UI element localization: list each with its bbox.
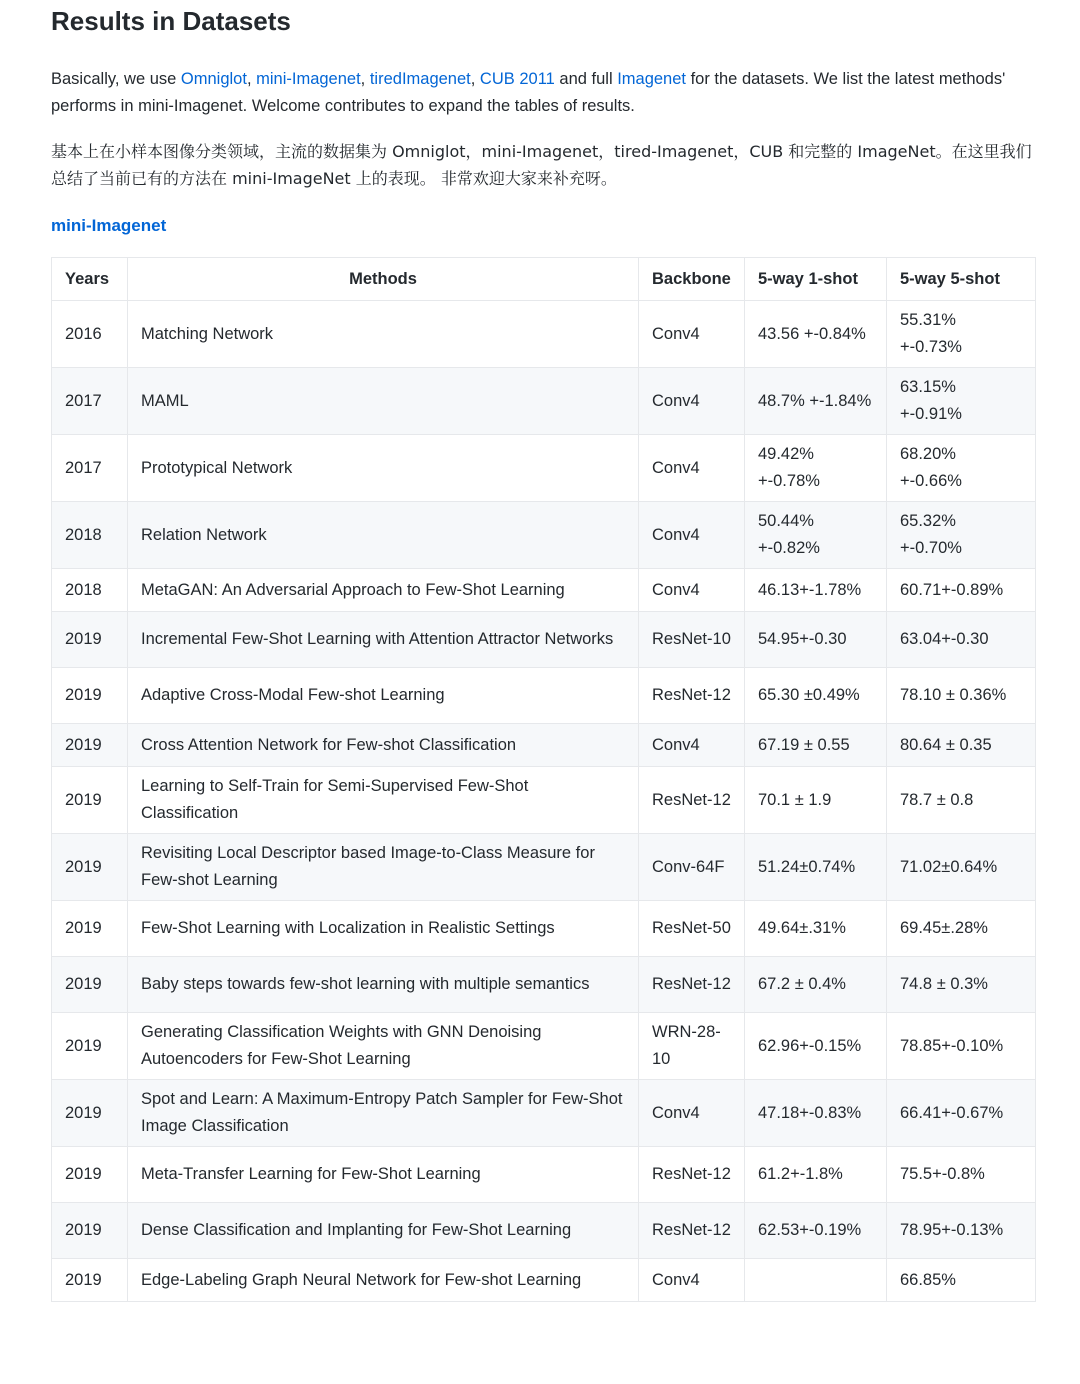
cell-year: 2019: [52, 1203, 128, 1259]
cell-year: 2017: [52, 435, 128, 502]
cell-5way-1shot: 43.56 +-0.84%: [745, 301, 887, 368]
cell-method: MAML: [128, 368, 639, 435]
cell-5way-5shot: 78.10 ± 0.36%: [887, 668, 1036, 724]
table-body: [52, 301, 1036, 1302]
cell-backbone: Conv4: [639, 301, 745, 368]
cell-method: Edge-Labeling Graph Neural Network for Few-shot Learning: [128, 1259, 639, 1302]
table-row: [52, 569, 1036, 612]
cell-5way-1shot: 67.19 ± 0.55: [745, 724, 887, 767]
results-table: [51, 257, 1036, 1302]
table-row: [52, 957, 1036, 1013]
cell-year: 2019: [52, 1013, 128, 1080]
intro-text: ,: [470, 70, 480, 88]
cell-method: Spot and Learn: A Maximum-Entropy Patch Sampler for Few-Shot Image Classification: [128, 1080, 639, 1147]
cell-backbone: ResNet-10: [639, 612, 745, 668]
cell-year: 2019: [52, 957, 128, 1013]
table-row: [52, 1013, 1036, 1080]
table-row: [52, 724, 1036, 767]
cell-5way-1shot: 62.96+-0.15%: [745, 1013, 887, 1080]
cell-5way-5shot: 75.5+-0.8%: [887, 1147, 1036, 1203]
cell-5way-1shot: 47.18+-0.83%: [745, 1080, 887, 1147]
cell-backbone: ResNet-12: [639, 668, 745, 724]
cell-5way-1shot: 61.2+-1.8%: [745, 1147, 887, 1203]
cell-backbone: ResNet-12: [639, 767, 745, 834]
cell-method: Prototypical Network: [128, 435, 639, 502]
table-row: [52, 1147, 1036, 1203]
subsection-title-mini-imagenet[interactable]: mini-Imagenet: [51, 216, 167, 235]
cell-backbone: WRN-28-10: [639, 1013, 745, 1080]
cell-5way-1shot: 48.7% +-1.84%: [745, 368, 887, 435]
link-cub-2011[interactable]: CUB 2011: [479, 70, 555, 88]
cell-5way-5shot: 60.71+-0.89%: [887, 569, 1036, 612]
header-5way-5shot: 5-way 5-shot: [887, 258, 1036, 301]
header-5way-1shot: 5-way 1-shot: [745, 258, 887, 301]
cell-5way-5shot: 74.8 ± 0.3%: [887, 957, 1036, 1013]
cell-year: 2016: [52, 301, 128, 368]
cell-method: Cross Attention Network for Few-shot Classification: [128, 724, 639, 767]
cell-5way-1shot: 54.95+-0.30: [745, 612, 887, 668]
cell-backbone: Conv4: [639, 569, 745, 612]
section-title: Results in Datasets: [51, 6, 291, 36]
cell-5way-5shot: 78.85+-0.10%: [887, 1013, 1036, 1080]
cell-5way-5shot: 66.41+-0.67%: [887, 1080, 1036, 1147]
cell-year: 2019: [52, 834, 128, 901]
header-backbone: Backbone: [639, 258, 745, 301]
table-row: [52, 1259, 1036, 1302]
cell-method: Few-Shot Learning with Localization in Realistic Settings: [128, 901, 639, 957]
cell-method: Incremental Few-Shot Learning with Attention Attractor Networks: [128, 612, 639, 668]
cell-year: 2018: [52, 502, 128, 569]
cell-year: 2018: [52, 569, 128, 612]
cell-5way-5shot: 68.20% +-0.66%: [887, 435, 1036, 502]
cell-method: MetaGAN: An Adversarial Approach to Few-Shot Learning: [128, 569, 639, 612]
cell-5way-1shot: 67.2 ± 0.4%: [745, 957, 887, 1013]
table-header-row: [52, 258, 1036, 301]
cell-backbone: ResNet-12: [639, 1147, 745, 1203]
header-methods: Methods: [128, 258, 639, 301]
link-tiredimagenet[interactable]: tiredImagenet: [369, 70, 471, 88]
cell-5way-1shot: 50.44% +-0.82%: [745, 502, 887, 569]
cell-method: Matching Network: [128, 301, 639, 368]
cell-year: 2019: [52, 724, 128, 767]
cell-year: 2019: [52, 1080, 128, 1147]
cell-method: Baby steps towards few-shot learning with multiple semantics: [128, 957, 639, 1013]
intro-text: ,: [246, 70, 257, 88]
cell-year: 2017: [52, 368, 128, 435]
cell-method: Revisiting Local Descriptor based Image-to-Class Measure for Few-shot Learning: [128, 834, 639, 901]
table-row: [52, 834, 1036, 901]
intro-text: for the datasets. We list the latest methods' performs in mini-Imagenet. Welcome contributes to expand the tables of results.: [51, 70, 1006, 115]
cell-5way-5shot: 80.64 ± 0.35: [887, 724, 1036, 767]
table-row: [52, 435, 1036, 502]
cell-year: 2019: [52, 612, 128, 668]
table-row: [52, 767, 1036, 834]
cell-5way-5shot: 63.15% +-0.91%: [887, 368, 1036, 435]
intro-text: and full: [554, 70, 618, 88]
cell-5way-1shot: 49.42% +-0.78%: [745, 435, 887, 502]
cell-5way-1shot: 51.24±0.74%: [745, 834, 887, 901]
intro-english: [51, 66, 1036, 120]
intro-text: Basically, we use: [51, 70, 181, 88]
cell-5way-1shot: 65.30 ±0.49%: [745, 668, 887, 724]
cell-method: Dense Classification and Implanting for Few-Shot Learning: [128, 1203, 639, 1259]
cell-5way-5shot: 65.32% +-0.70%: [887, 502, 1036, 569]
cell-5way-5shot: 63.04+-0.30: [887, 612, 1036, 668]
cell-5way-1shot: 62.53+-0.19%: [745, 1203, 887, 1259]
cell-method: Meta-Transfer Learning for Few-Shot Learning: [128, 1147, 639, 1203]
table-row: [52, 368, 1036, 435]
cell-5way-5shot: 55.31% +-0.73%: [887, 301, 1036, 368]
table-row: [52, 1080, 1036, 1147]
link-omniglot[interactable]: Omniglot: [180, 70, 247, 88]
cell-backbone: Conv-64F: [639, 834, 745, 901]
cell-backbone: Conv4: [639, 368, 745, 435]
cell-method: Adaptive Cross-Modal Few-shot Learning: [128, 668, 639, 724]
cell-year: 2019: [52, 668, 128, 724]
header-years: Years: [52, 258, 128, 301]
cell-year: 2019: [52, 901, 128, 957]
cell-backbone: Conv4: [639, 435, 745, 502]
cell-5way-5shot: 78.95+-0.13%: [887, 1203, 1036, 1259]
table-row: [52, 1203, 1036, 1259]
table-row: [52, 502, 1036, 569]
cell-backbone: Conv4: [639, 502, 745, 569]
cell-method: Learning to Self-Train for Semi-Supervised Few-Shot Classification: [128, 767, 639, 834]
cell-5way-1shot: 70.1 ± 1.9: [745, 767, 887, 834]
cell-backbone: ResNet-12: [639, 1203, 745, 1259]
intro-text: ,: [360, 70, 370, 88]
cell-year: 2019: [52, 1147, 128, 1203]
cell-backbone: Conv4: [639, 724, 745, 767]
table-row: [52, 668, 1036, 724]
cell-5way-5shot: 71.02±0.64%: [887, 834, 1036, 901]
cell-backbone: ResNet-12: [639, 957, 745, 1013]
cell-5way-1shot: [745, 1259, 887, 1302]
intro-chinese: 基本上在小样本图像分类领域，主流的数据集为 Omniglot，mini-Imagenet，tired-Imagenet，CUB 和完整的 ImageNet。在这里我们总结了当前已有的方法在 mini-ImageNet 上的表现。 非常欢迎大家来补充呀。: [51, 142, 1032, 188]
cell-method: Generating Classification Weights with GNN Denoising Autoencoders for Few-Shot Learning: [128, 1013, 639, 1080]
cell-5way-1shot: 46.13+-1.78%: [745, 569, 887, 612]
cell-backbone: Conv4: [639, 1080, 745, 1147]
cell-5way-5shot: 78.7 ± 0.8: [887, 767, 1036, 834]
link-imagenet[interactable]: Imagenet: [617, 70, 686, 88]
cell-method: Relation Network: [128, 502, 639, 569]
cell-year: 2019: [52, 767, 128, 834]
table-row: [52, 301, 1036, 368]
link-mini-imagenet[interactable]: mini-Imagenet: [256, 70, 361, 88]
cell-backbone: ResNet-50: [639, 901, 745, 957]
cell-5way-5shot: 69.45±.28%: [887, 901, 1036, 957]
cell-year: 2019: [52, 1259, 128, 1302]
cell-5way-1shot: 49.64±.31%: [745, 901, 887, 957]
table-row: [52, 901, 1036, 957]
table-row: [52, 612, 1036, 668]
cell-backbone: Conv4: [639, 1259, 745, 1302]
cell-5way-5shot: 66.85%: [887, 1259, 1036, 1302]
